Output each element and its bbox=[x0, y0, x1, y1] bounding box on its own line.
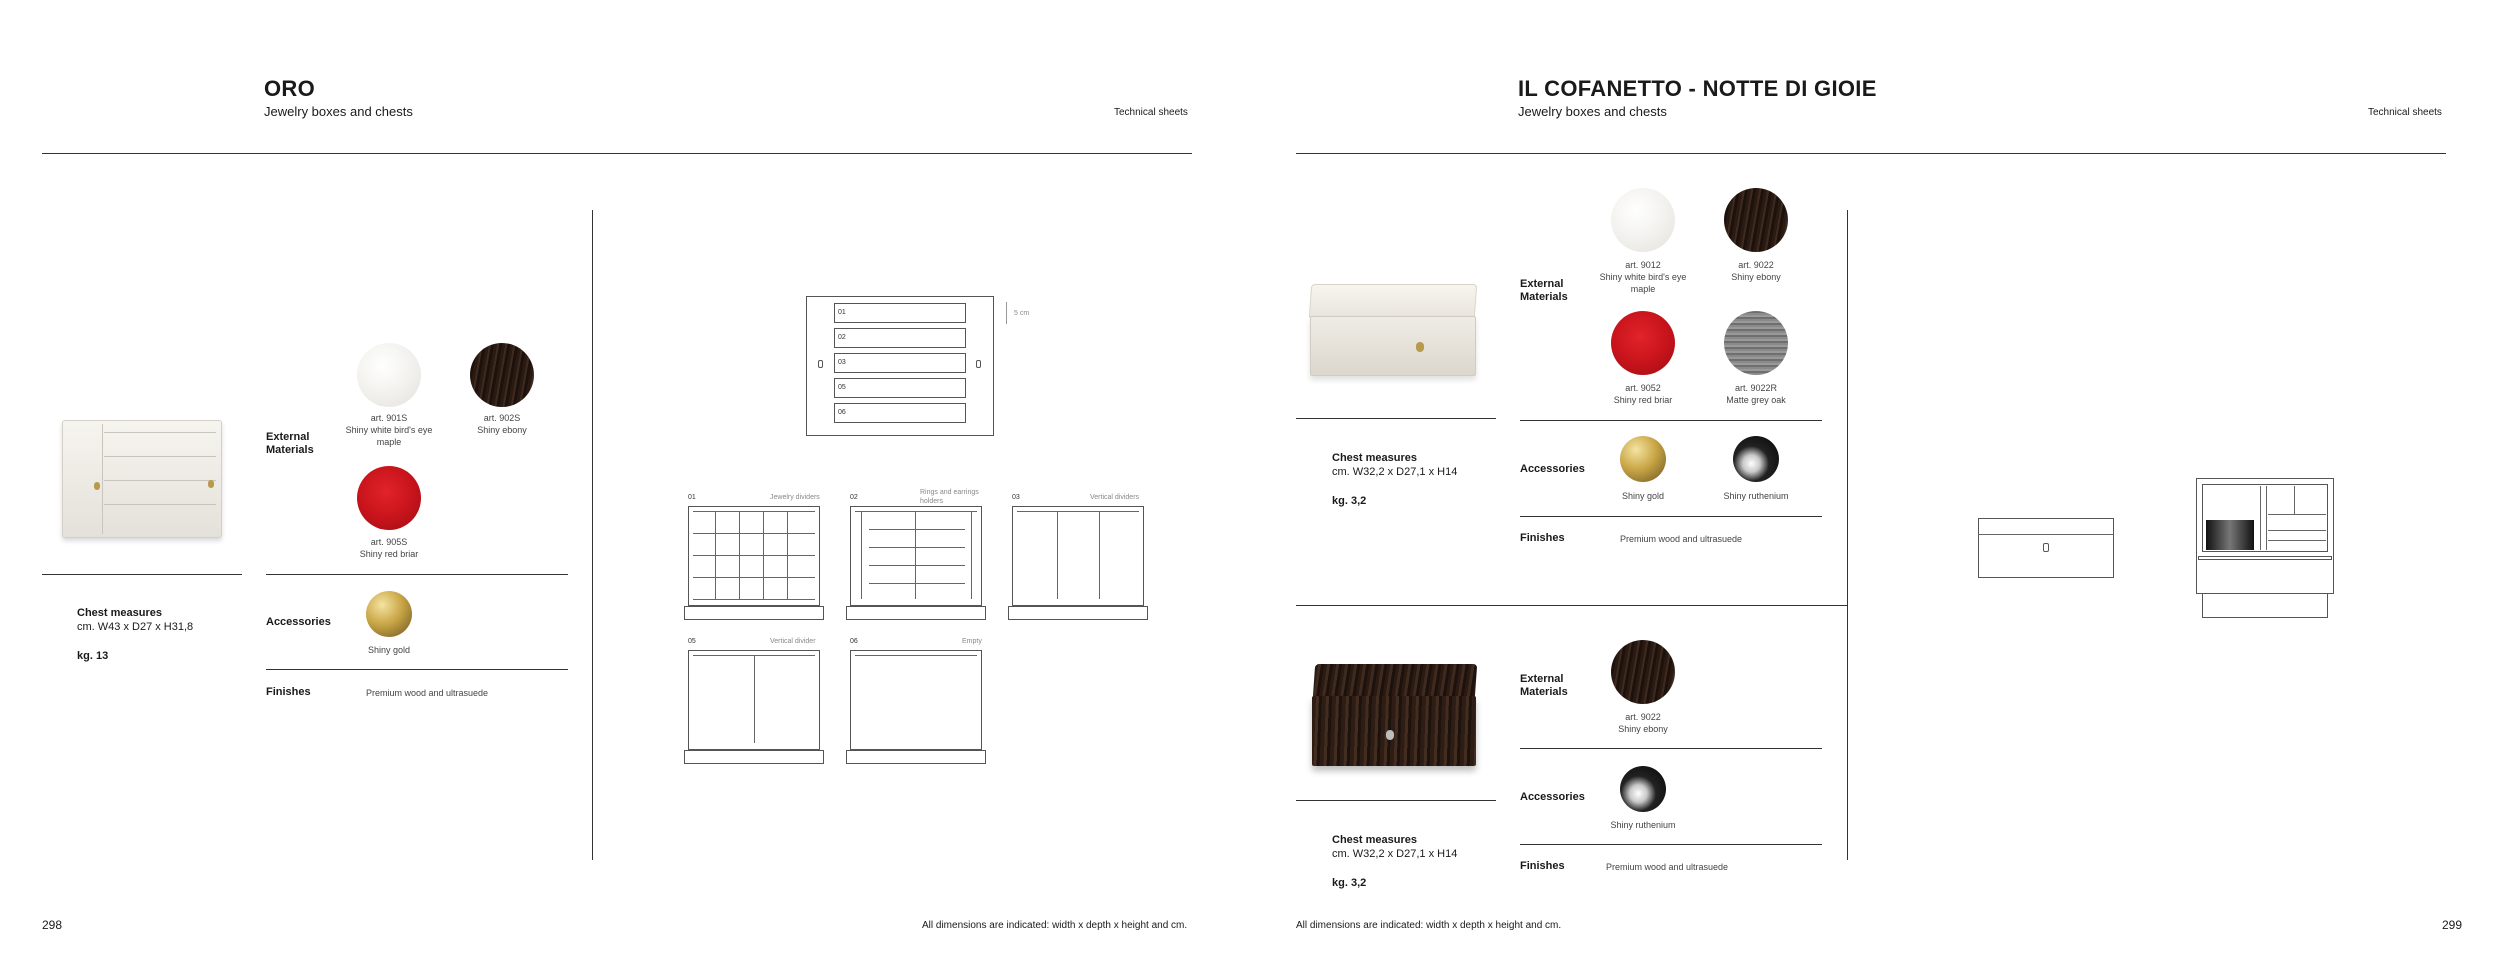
finishes-value: Premium wood and ultrasuede bbox=[366, 688, 489, 698]
technical-sheets-label: Technical sheets bbox=[1114, 107, 1188, 118]
tray-01 bbox=[688, 506, 820, 606]
page-title: IL COFANETTO - NOTTE DI GIOIE bbox=[1518, 76, 1877, 101]
material-art: art. 9022 bbox=[1625, 712, 1661, 722]
tray-number: 01 bbox=[688, 494, 696, 501]
swatch-white-maple bbox=[357, 343, 421, 407]
measures-value: cm. W32,2 x D27,1 x H14 bbox=[1332, 466, 1458, 478]
finishes-label: Finishes bbox=[1520, 860, 1565, 872]
drawer-label: 05 bbox=[838, 384, 846, 391]
material-art: art. 9022R bbox=[1734, 383, 1778, 393]
accessories-label: Accessories bbox=[1520, 463, 1585, 475]
material-art: art. 901S bbox=[370, 413, 408, 423]
accessories-label: Accessories bbox=[1520, 791, 1585, 803]
tray-02 bbox=[850, 506, 982, 606]
swatch-ebony bbox=[1611, 640, 1675, 704]
material-name: Shiny ebony bbox=[477, 425, 527, 435]
tray-label: Empty bbox=[962, 638, 982, 645]
material-art: art. 905S bbox=[370, 537, 408, 547]
accessory-name: Shiny ruthenium bbox=[1723, 491, 1789, 501]
materials-divider bbox=[266, 574, 568, 575]
swatch-ebony bbox=[1724, 188, 1788, 252]
tray-label: Rings and earrings holders bbox=[920, 489, 979, 505]
material-art: art. 9022 bbox=[1738, 260, 1774, 270]
accessory-name: Shiny gold bbox=[367, 645, 411, 655]
accessory-name: Shiny gold bbox=[1621, 491, 1665, 501]
tray-label: Vertical divider bbox=[770, 638, 816, 645]
material-art: art. 902S bbox=[483, 413, 521, 423]
measures-label: Chest measures bbox=[77, 607, 162, 619]
materials-divider bbox=[1520, 748, 1822, 749]
footer-note: All dimensions are indicated: width x depth x height and cm. bbox=[922, 920, 1188, 931]
tray-label: Jewelry dividers bbox=[770, 494, 820, 501]
materials-divider bbox=[1520, 420, 1822, 421]
page-subtitle: Jewelry boxes and chests bbox=[264, 104, 413, 119]
photo-divider bbox=[1296, 800, 1496, 801]
accessory-name: Shiny ruthenium bbox=[1610, 820, 1676, 830]
page-number: 298 bbox=[42, 918, 63, 932]
page-subtitle: Jewelry boxes and chests bbox=[1518, 104, 1667, 119]
weight-value: kg. 13 bbox=[77, 650, 109, 662]
measures-value: cm. W43 x D27 x H31,8 bbox=[77, 621, 194, 633]
swatch-ebony bbox=[470, 343, 534, 407]
header-divider bbox=[1296, 153, 2446, 154]
material-name: Shiny white bird's eye maple bbox=[1599, 272, 1687, 294]
material-name: Shiny white bird's eye maple bbox=[345, 425, 433, 447]
finishes-label: Finishes bbox=[266, 686, 311, 698]
material-art: art. 9052 bbox=[1625, 383, 1661, 393]
accessories-label: Accessories bbox=[266, 616, 331, 628]
swatch-shiny-ruthenium bbox=[1620, 766, 1666, 812]
drawer-label: 03 bbox=[838, 359, 846, 366]
accessories-divider bbox=[266, 669, 568, 670]
swatch-shiny-gold bbox=[366, 591, 412, 637]
external-materials-label: External Materials bbox=[1520, 673, 1568, 698]
drawer-label: 02 bbox=[838, 334, 846, 341]
tray-number: 03 bbox=[1012, 494, 1020, 501]
finishes-value: Premium wood and ultrasuede bbox=[1620, 534, 1743, 544]
drawer-height-note: 5 cm bbox=[1014, 310, 1030, 317]
photo-divider bbox=[1296, 418, 1496, 419]
weight-value: kg. 3,2 bbox=[1332, 877, 1367, 889]
material-art: art. 9012 bbox=[1625, 260, 1661, 270]
header-divider bbox=[42, 153, 1192, 154]
material-name: Shiny red briar bbox=[1613, 395, 1673, 405]
drawer-label: 06 bbox=[838, 409, 846, 416]
tray-number: 02 bbox=[850, 494, 858, 501]
material-name: Matte grey oak bbox=[1726, 395, 1786, 405]
accessories-divider bbox=[1520, 844, 1822, 845]
column-divider bbox=[1847, 210, 1848, 860]
material-name: Shiny red briar bbox=[359, 549, 419, 559]
tray-number: 05 bbox=[688, 638, 696, 645]
swatch-red-briar bbox=[1611, 311, 1675, 375]
section-divider bbox=[1296, 605, 1848, 606]
swatch-red-briar bbox=[357, 466, 421, 530]
page-title: ORO bbox=[264, 76, 316, 101]
cofanetto-ebony-photo bbox=[1306, 650, 1482, 780]
tray-label: Vertical dividers bbox=[1090, 494, 1140, 501]
material-name: Shiny ebony bbox=[1731, 272, 1781, 282]
swatch-shiny-gold bbox=[1620, 436, 1666, 482]
weight-value: kg. 3,2 bbox=[1332, 495, 1367, 507]
page-number: 299 bbox=[2442, 918, 2463, 932]
photo-divider bbox=[42, 574, 242, 575]
finishes-label: Finishes bbox=[1520, 532, 1565, 544]
column-divider bbox=[592, 210, 593, 860]
tray-06 bbox=[850, 650, 982, 750]
drawer-label: 01 bbox=[838, 309, 846, 316]
external-materials-label: External Materials bbox=[266, 431, 314, 456]
swatch-grey-oak bbox=[1724, 311, 1788, 375]
tray-05 bbox=[688, 650, 820, 750]
external-materials-label: External Materials bbox=[1520, 278, 1568, 303]
technical-sheets-label: Technical sheets bbox=[2368, 107, 2442, 118]
measures-value: cm. W32,2 x D27,1 x H14 bbox=[1332, 848, 1458, 860]
tray-03 bbox=[1012, 506, 1144, 606]
swatch-shiny-ruthenium bbox=[1733, 436, 1779, 482]
finishes-value: Premium wood and ultrasuede bbox=[1606, 862, 1729, 872]
measures-label: Chest measures bbox=[1332, 452, 1417, 464]
oro-chest-photo bbox=[58, 410, 228, 550]
material-name: Shiny ebony bbox=[1618, 724, 1668, 734]
tray-number: 06 bbox=[850, 638, 858, 645]
measures-label: Chest measures bbox=[1332, 834, 1417, 846]
swatch-white-maple bbox=[1611, 188, 1675, 252]
cofanetto-white-photo bbox=[1306, 270, 1482, 390]
footer-note: All dimensions are indicated: width x depth x height and cm. bbox=[1296, 920, 1562, 931]
accessories-divider bbox=[1520, 516, 1822, 517]
